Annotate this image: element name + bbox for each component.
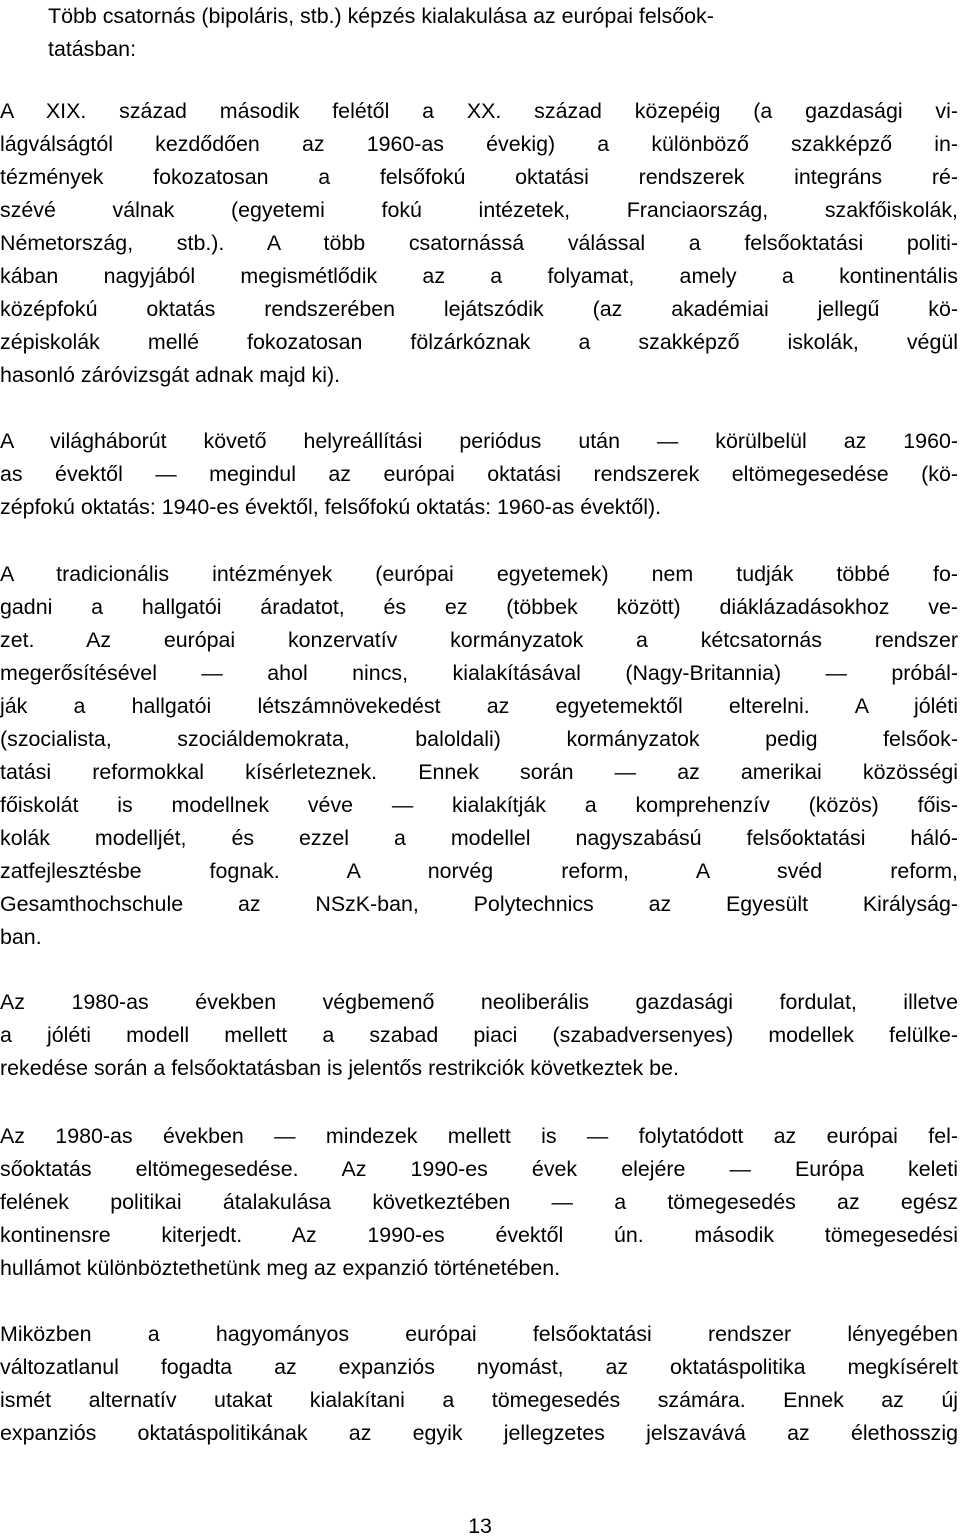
text-line: kában nagyjából megismétlődik az a folyamat, amely a kontinentális: [0, 264, 958, 288]
text-line: zet. Az európai konzervatív kormányzatok a kétcsatornás rendszer: [0, 628, 958, 652]
text-line: szévé válnak (egyetemi fokú intézetek, Franciaország, szakfőiskolák,: [0, 198, 958, 222]
text-line: A XIX. század második felétől a XX. század közepéig (a gazdasági vi-: [0, 99, 958, 123]
text-line: Gesamthochschule az NSzK-ban, Polytechnics az Egyesült Királyság-: [0, 892, 958, 916]
text-line: lágválságtól kezdődően az 1960-as évekig) a különböző szakképző in-: [0, 132, 958, 156]
text-line: expanziós oktatáspolitikának az egyik jellegzetes jelszavává az élethosszig: [0, 1421, 958, 1445]
text-line: középfokú oktatás rendszerében lejátszódik (az akadémiai jellegű kö-: [0, 297, 958, 321]
text-line: változatlanul fogadta az expanziós nyomást, az oktatáspolitika megkísérelt: [0, 1355, 958, 1379]
text-line: (szocialista, szociáldemokrata, baloldali) kormányzatok pedig felsőok-: [0, 727, 958, 751]
text-line: ják a hallgatói létszámnövekedést az egyetemektől elterelni. A jóléti: [0, 694, 958, 718]
text-line: felének politikai átalakulása következtében — a tömegesedés az egész: [0, 1190, 958, 1214]
text-line: zépiskolák mellé fokozatosan fölzárkóznak a szakképző iskolák, végül: [0, 330, 958, 354]
text-line: Több csatornás (bipoláris, stb.) képzés kialakulása az európai felsőok-: [48, 4, 714, 28]
text-line: Az 1980-as években végbemenő neoliberális gazdasági fordulat, illetve: [0, 990, 958, 1014]
text-line: rekedése során a felsőoktatásban is jelentős restrikciók következtek be.: [0, 1056, 679, 1080]
text-line: tatási reformokkal kísérleteznek. Ennek során — az amerikai közösségi: [0, 760, 958, 784]
page-number: 13: [468, 1514, 492, 1538]
text-line: Németország, stb.). A több csatornássá válással a felsőoktatási politi-: [0, 231, 958, 255]
text-line: kontinensre kiterjedt. Az 1990-es évektől ún. második tömegesedési: [0, 1223, 958, 1247]
text-line: ismét alternatív utakat kialakítani a tömegesedés számára. Ennek az új: [0, 1388, 958, 1412]
text-line: hasonló záróvizsgát adnak majd ki).: [0, 363, 341, 387]
text-line: gadni a hallgatói áradatot, és ez (többek között) diáklázadásokhoz ve-: [0, 595, 958, 619]
text-line: A tradicionális intézmények (európai egyetemek) nem tudják többé fo-: [0, 562, 958, 586]
text-line: tatásban:: [48, 37, 137, 61]
text-line: kolák modelljét, és ezzel a modellel nagyszabású felsőoktatási háló-: [0, 826, 958, 850]
text-line: A világháborút követő helyreállítási periódus után — körülbelül az 1960-: [0, 429, 958, 453]
text-line: sőoktatás eltömegesedése. Az 1990-es évek elejére — Európa keleti: [0, 1157, 958, 1181]
text-line: ban.: [0, 925, 42, 949]
text-line: zatfejlesztésbe fognak. A norvég reform, A svéd reform,: [0, 859, 958, 883]
text-line: hullámot különböztethetünk meg az expanzió történetében.: [0, 1256, 561, 1280]
text-line: megerősítésével — ahol nincs, kialakításával (Nagy-Britannia) — próbál-: [0, 661, 958, 685]
text-line: Az 1980-as években — mindezek mellett is — folytatódott az európai fel-: [0, 1124, 958, 1148]
text-line: főiskolát is modellnek véve — kialakítják a komprehenzív (közös) főis-: [0, 793, 958, 817]
text-line: tézmények fokozatosan a felsőfokú oktatási rendszerek integráns ré-: [0, 165, 958, 189]
text-line: zépfokú oktatás: 1940-es évektől, felsőfokú oktatás: 1960-as évektől).: [0, 495, 662, 519]
text-line: as évektől — megindul az európai oktatási rendszerek eltömegesedése (kö-: [0, 462, 958, 486]
text-line: Miközben a hagyományos európai felsőoktatási rendszer lényegében: [0, 1322, 958, 1346]
text-line: a jóléti modell mellett a szabad piaci (szabadversenyes) modellek felülke-: [0, 1023, 958, 1047]
